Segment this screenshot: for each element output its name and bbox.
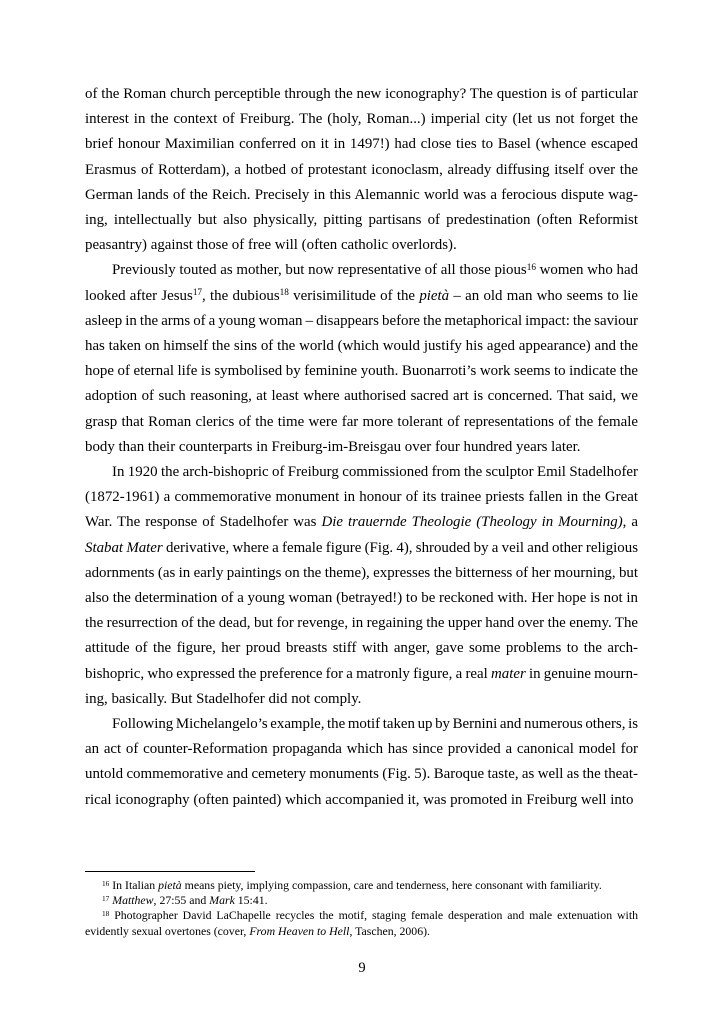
text-line: In 1920 the arch-bishopric of Freiburg commissioned from the sculptor Emil Stadelhofer [112,464,638,481]
text-line: looked after Jesus$^{17}$, the dubious$^{18}$ verisimilitude of the pietà – an old man who seems to lie [85,287,639,304]
footnote-separator [85,871,255,872]
text-line: body than their counterparts in Freiburg-im-Breisgau over four hundred years later. [85,438,581,455]
footnote [85,878,638,893]
text-line: $^{16}$ In Italian pietà means piety, implying compassion, care and tenderness, here consonant with familiarity. [102,878,602,892]
text-line: German lands of the Reich. Precisely in this Alemannic world was a ferocious dispute wag- [85,186,638,203]
text-line: adornments (as in early paintings on the theme), expresses the bitterness of her mourning, but [85,564,638,581]
text-line: attitude of the figure, her proud breasts stiff with anger, gave some problems to the arch- [85,640,638,657]
text-line: rical iconography (often painted) which accompanied it, was promoted in Freiburg well into [85,791,634,808]
text-line: untold commemorative and cemetery monuments (Fig. 5). Baroque taste, as well as the theat- [85,766,638,783]
text-line: an act of counter-Reformation propaganda which has since provided a canonical model for [85,741,638,758]
text-line: Following Michelangelo’s example, the motif taken up by Bernini and numerous others, is [112,716,638,733]
text-line: (1872-1961) a commemorative monument in honour of its trainee priests fallen in the Great [85,489,638,506]
footnote [85,908,638,938]
paragraph [85,712,638,813]
text-line: Previously touted as mother, but now representative of all those pious$^{16}$ women who had [112,262,639,279]
footnotes-text [85,878,638,939]
page-number: 9 [358,960,366,976]
footnote [85,893,638,908]
text-line: of the Roman church perceptible through the new iconography? The question is of particular [85,86,638,102]
text-line: Erasmus of Rotterdam), a hotbed of protestant iconoclasm, already diffusing itself over the [85,161,638,178]
text-line: the resurrection of the dead, but for revenge, in regaining the upper hand over the enemy. The [85,615,638,632]
paragraph [85,258,638,460]
text-line: asleep in the arms of a young woman – disappears before the metaphorical impact: the saviour [85,312,638,329]
text-line: also the determination of a young woman (betrayed!) to be reckoned with. Her hope is not in [85,590,638,607]
text-line: ing, basically. But Stadelhofer did not comply. [85,690,362,707]
text-line: War. The response of Stadelhofer was Die trauernde Theologie (Theology in Mourning), a [85,514,638,531]
text-line: $^{18}$ Photographer David LaChapelle recycles the motif, staging female desperation and male extenuation with [102,908,638,923]
paragraph [85,460,638,712]
text-line: ing, intellectually but also physically, pitting partisans of predestination (often Reformist [85,212,638,229]
text-line: bishopric, who expressed the preference for a matronly figure, a real mater in genuine mourn- [85,665,639,682]
text-line: has taken on himself the sins of the world (which would justify his aged appearance) and the [85,338,638,355]
text-line: interest in the context of Freiburg. The (holy, Roman...) imperial city (let us not forget the [85,111,638,128]
text-line: brief honour Maximilian conferred on it in 1497!) had close ties to Basel (whence escaped [85,136,638,153]
text-line: peasantry) against those of free will (often catholic overlords). [85,237,457,254]
text-line: $^{17}$ Matthew, 27:55 and Mark 15:41. [102,893,268,908]
body-text [85,82,638,813]
text-line: hope of eternal life is symbolised by feminine youth. Buonarroti’s work seems to indicate the [85,363,638,380]
text-line: grasp that Roman clerics of the time were far more tolerant of representations of the female [85,413,638,430]
text-line: evidently sexual overtones (cover, From Heaven to Hell, Taschen, 2006). [85,923,430,938]
paragraph [85,82,638,258]
text-line: adoption of such reasoning, at least where authorised sacred art is concerned. That said, we [85,388,638,405]
text-line: Stabat Mater derivative, where a female figure (Fig. 4), shrouded by a veil and other religious [85,539,638,556]
